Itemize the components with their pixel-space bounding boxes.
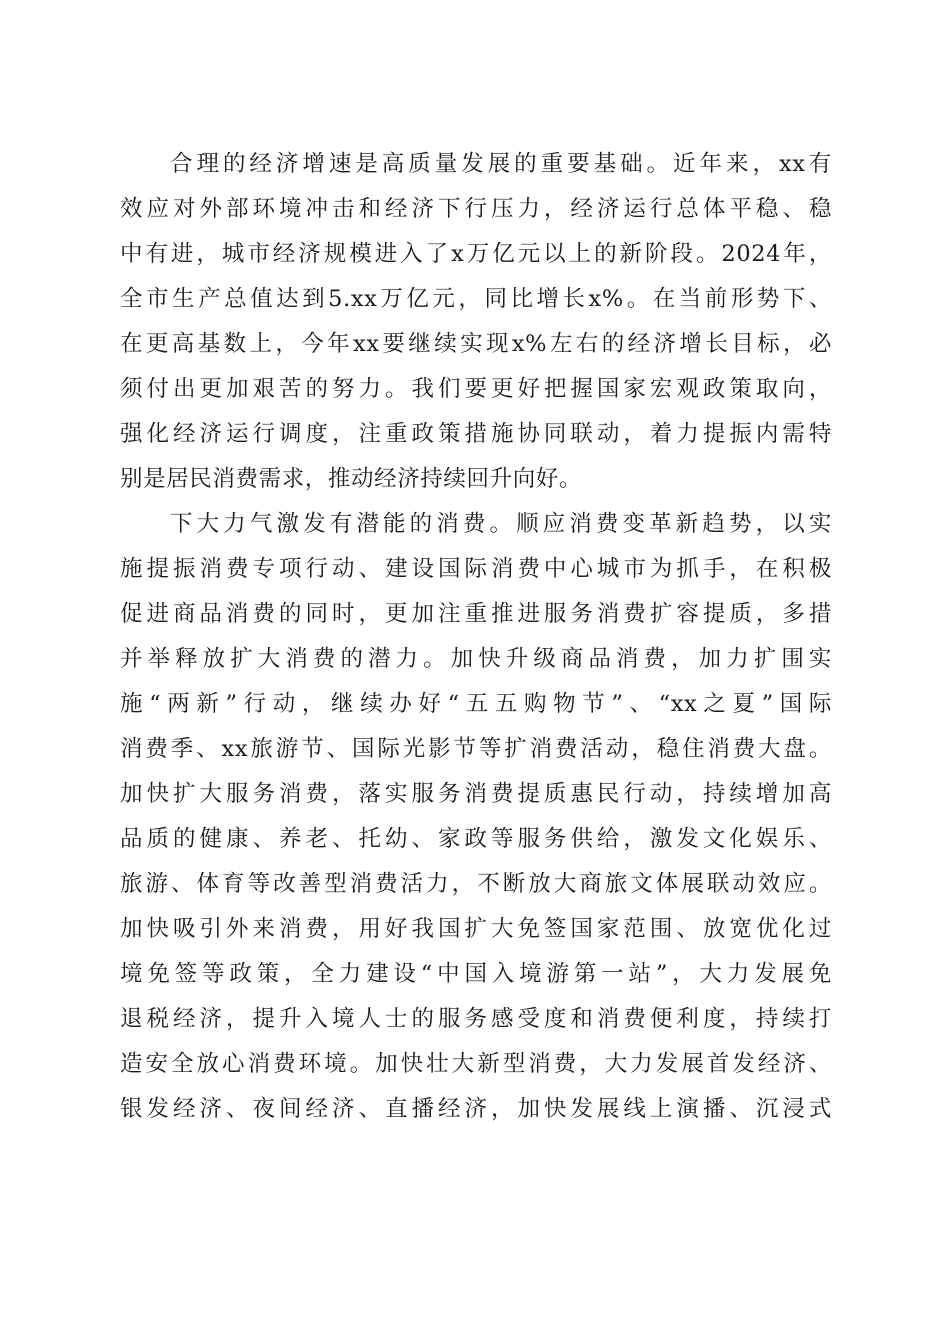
- paragraph-line: 施提振消费专项行动、建设国际消费中心城市为抓手，在积极: [120, 556, 832, 582]
- paragraph-line: 境免签等政策，全力建设“中国入境游第一站”，大力发展免: [120, 961, 832, 987]
- paragraph-line: 加快扩大服务消费，落实服务消费提质惠民行动，持续增加高: [120, 781, 832, 807]
- paragraph-line: 银发经济、夜间经济、直播经济，加快发展线上演播、沉浸式: [120, 1096, 832, 1122]
- paragraph-line: 全市生产总值达到5.xx万亿元，同比增长x%。在当前形势下、: [120, 286, 832, 312]
- paragraph-line: 造安全放心消费环境。加快壮大新型消费，大力发展首发经济、: [120, 1051, 832, 1077]
- paragraph-consumption: [120, 502, 832, 1132]
- paragraph-line: 效应对外部环境冲击和经济下行压力，经济运行总体平稳、稳: [120, 196, 832, 222]
- paragraph-line: 加快吸引外来消费，用好我国扩大免签国家范围、放宽优化过: [120, 916, 832, 942]
- paragraph-economic-growth: [120, 142, 832, 502]
- paragraph-line: 促进商品消费的同时，更加注重推进服务消费扩容提质，多措: [120, 601, 832, 627]
- paragraph-line: 品质的健康、养老、托幼、家政等服务供给，激发文化娱乐、: [120, 826, 832, 852]
- paragraph-line: 在更高基数上，今年xx要继续实现x%左右的经济增长目标，必: [120, 331, 832, 357]
- paragraph-line: 合理的经济增速是高质量发展的重要基础。近年来，xx有: [170, 151, 832, 177]
- paragraph-line: 旅游、体育等改善型消费活力，不断放大商旅文体展联动效应。: [120, 871, 832, 897]
- paragraph-line: 须付出更加艰苦的努力。我们要更好把握国家宏观政策取向，: [120, 376, 832, 402]
- document-body: [120, 142, 832, 1132]
- paragraph-line: 别是居民消费需求，推动经济持续回升向好。: [120, 466, 583, 492]
- paragraph-line: 下大力气激发有潜能的消费。顺应消费变革新趋势，以实: [170, 511, 832, 537]
- paragraph-line: 并举释放扩大消费的潜力。加快升级商品消费，加力扩围实: [120, 646, 832, 672]
- paragraph-line: 强化经济运行调度，注重政策措施协同联动，着力提振内需特: [120, 421, 832, 447]
- paragraph-line: 施“两新”行动，继续办好“五五购物节”、“xx之夏”国际: [120, 691, 832, 717]
- paragraph-line: 消费季、xx旅游节、国际光影节等扩消费活动，稳住消费大盘。: [120, 736, 832, 762]
- paragraph-line: 中有进，城市经济规模进入了x万亿元以上的新阶段。2024年，: [120, 241, 832, 267]
- paragraph-line: 退税经济，提升入境人士的服务感受度和消费便利度，持续打: [120, 1006, 832, 1032]
